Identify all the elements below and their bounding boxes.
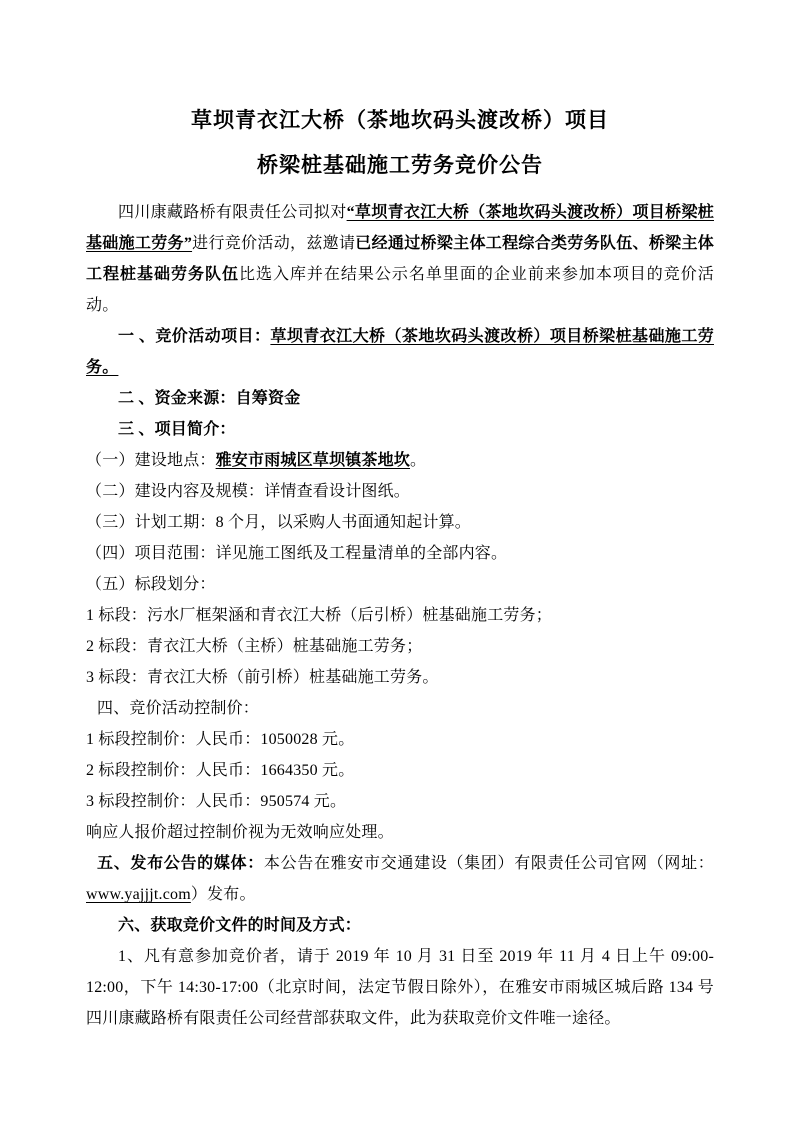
control-price-lot-3: 3 标段控制价：人民币：950574 元。	[86, 793, 347, 810]
website-link[interactable]: www.yajjjt.com	[86, 886, 191, 903]
lot-1: 1 标段：污水厂框架涵和青衣江大桥（后引桥）桩基础施工劳务；	[86, 607, 553, 624]
document-title-line-1: 草坝青衣江大桥（茶地坎码头渡改桥）项目	[191, 108, 609, 132]
lot-2: 2 标段：青衣江大桥（主桥）桩基础施工劳务；	[86, 638, 423, 655]
section-1-project	[86, 321, 714, 383]
section-1-project-name: 草坝青衣江大桥（茶地坎码头渡改桥）项目桥梁桩基础施工劳务。	[86, 328, 714, 376]
item-construction-site-tail: 。	[410, 452, 427, 469]
item-schedule: （三）计划工期：8 个月，以采购人书面通知起计算。	[86, 514, 472, 531]
section-5-label: 五、发布公告的媒体：	[97, 855, 264, 872]
intro-mid: 进行竞价活动，兹邀请	[192, 235, 356, 252]
intro-tail: 比选入库并在结果公示名单里面的企业前来参加本项目的竞价活动。	[86, 266, 714, 314]
obtain-paragraph: 1、凡有意参加竞价者，请于 2019 年 10 月 31 日至 2019 年 11 月 4 日上午 09:00-12:00，下午 14:30-17:00（北京时间，法定节假日除外），在雅安市雨城区城后路 134 号四川康藏路桥有限责任公司经营部获取文件，此为获取竞价文件唯一途径。	[86, 948, 714, 1027]
section-3-overview-heading: 三 、项目简介：	[118, 421, 236, 438]
intro-paragraph	[86, 197, 714, 321]
price-note: 响应人报价超过控制价视为无效响应处理。	[86, 824, 394, 841]
section-1-label: 一 、竞价活动项目：	[118, 328, 271, 345]
document-title-line-2: 桥梁桩基础施工劳务竞价公告	[257, 153, 543, 177]
item-construction-site-label: （一）建设地点：	[86, 452, 216, 469]
intro-qualified-teams: 已经通过桥梁主体工程综合类劳务队伍、桥梁主体工程桩基础劳务队伍	[86, 235, 714, 283]
item-construction-scope: （二）建设内容及规模：详情查看设计图纸。	[86, 483, 411, 500]
control-price-lot-2: 2 标段控制价：人民币：1664350 元。	[86, 762, 355, 779]
item-lot-division-heading: （五）标段划分：	[86, 576, 216, 593]
section-6-obtain-heading: 六、获取竞价文件的时间及方式：	[118, 917, 362, 934]
item-project-range: （四）项目范围：详见施工图纸及工程量清单的全部内容。	[86, 545, 508, 562]
intro-lead: 四川康藏路桥有限责任公司拟对	[118, 204, 347, 221]
lot-3: 3 标段：青衣江大桥（前引桥）桩基础施工劳务。	[86, 669, 439, 686]
item-construction-site-value: 雅安市雨城区草坝镇茶地坎	[215, 452, 411, 469]
intro-project-name: “草坝青衣江大桥（茶地坎码头渡改桥）项目桥梁桩基础施工劳务”	[86, 204, 714, 252]
section-5-text-before-url: 本公告在雅安市交通建设（集团）有限责任公司官网（网址：	[263, 855, 714, 872]
item-construction-site	[86, 445, 714, 476]
control-price-lot-1: 1 标段控制价：人民币：1050028 元。	[86, 731, 355, 748]
section-4-control-price-heading: 四、竞价活动控制价：	[97, 700, 260, 717]
section-5-media	[86, 848, 714, 910]
section-5-text-after-url: ）发布。	[190, 886, 256, 903]
section-2-funding: 二 、资金来源：自筹资金	[118, 390, 301, 407]
document-body	[86, 197, 714, 1034]
